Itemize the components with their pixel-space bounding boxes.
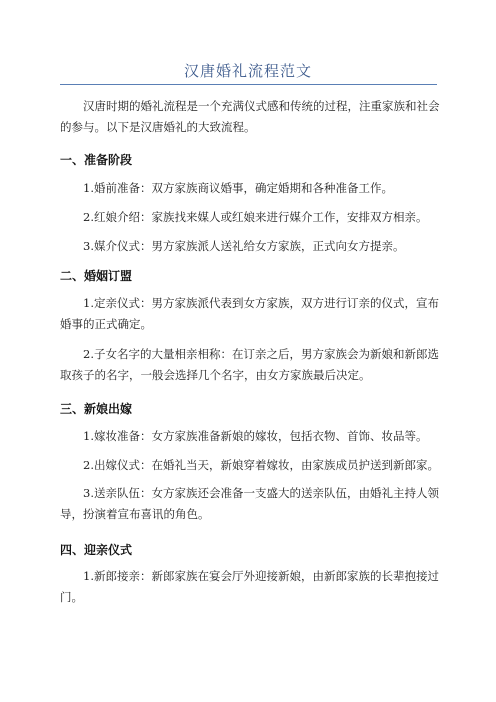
section-3-item-3: 3.送亲队伍：女方家族还会准备一支盛大的送亲队伍，由婚礼主持人领导，扮演着宣布喜讯的角色。	[60, 486, 439, 521]
section-2-item-1: 1.定亲仪式：男方家族派代表到女方家族，双方进行订亲的仪式，宣布婚事的正式确定。	[60, 296, 439, 331]
section-heading-3: 三、新娘出嫁	[60, 402, 133, 416]
document-title: 汉唐婚礼流程范文	[183, 62, 312, 80]
section-1-item-1: 1.婚前准备：双方家族商议婚事，确定婚期和各种准备工作。	[83, 181, 393, 195]
section-2-item-2: 2.子女名字的大量相亲相称：在订亲之后，男方家族会为新娘和新郎选取孩子的名字，一般会选择几个名字，由女方家族最后决定。	[60, 347, 439, 382]
section-4-item-1: 1.新郎接亲：新郎家族在宴会厅外迎接新娘，由新郎家族的长辈抱接过门。	[60, 569, 439, 604]
section-3-item-1: 1.嫁妆准备：女方家族准备新娘的嫁妆，包括衣物、首饰、妆品等。	[83, 429, 428, 443]
section-3-item-2: 2.出嫁仪式：在婚礼当天，新娘穿着嫁妆，由家族成员护送到新郎家。	[83, 458, 439, 472]
section-1-item-3: 3.媒介仪式：男方家族派人送礼给女方家族，正式向女方提亲。	[83, 239, 405, 253]
intro-paragraph: 汉唐时期的婚礼流程是一个充满仪式感和传统的过程，注重家族和社会的参与。以下是汉唐婚礼的大致流程。	[60, 99, 440, 134]
section-heading-4: 四、迎亲仪式	[60, 543, 133, 557]
section-1-item-2: 2.红娘介绍：家族找来媒人或红娘来进行媒介工作，安排双方相亲。	[83, 210, 428, 224]
title-underline	[60, 84, 437, 85]
section-heading-1: 一、准备阶段	[60, 153, 133, 167]
section-heading-2: 二、婚姻订盟	[60, 269, 133, 283]
